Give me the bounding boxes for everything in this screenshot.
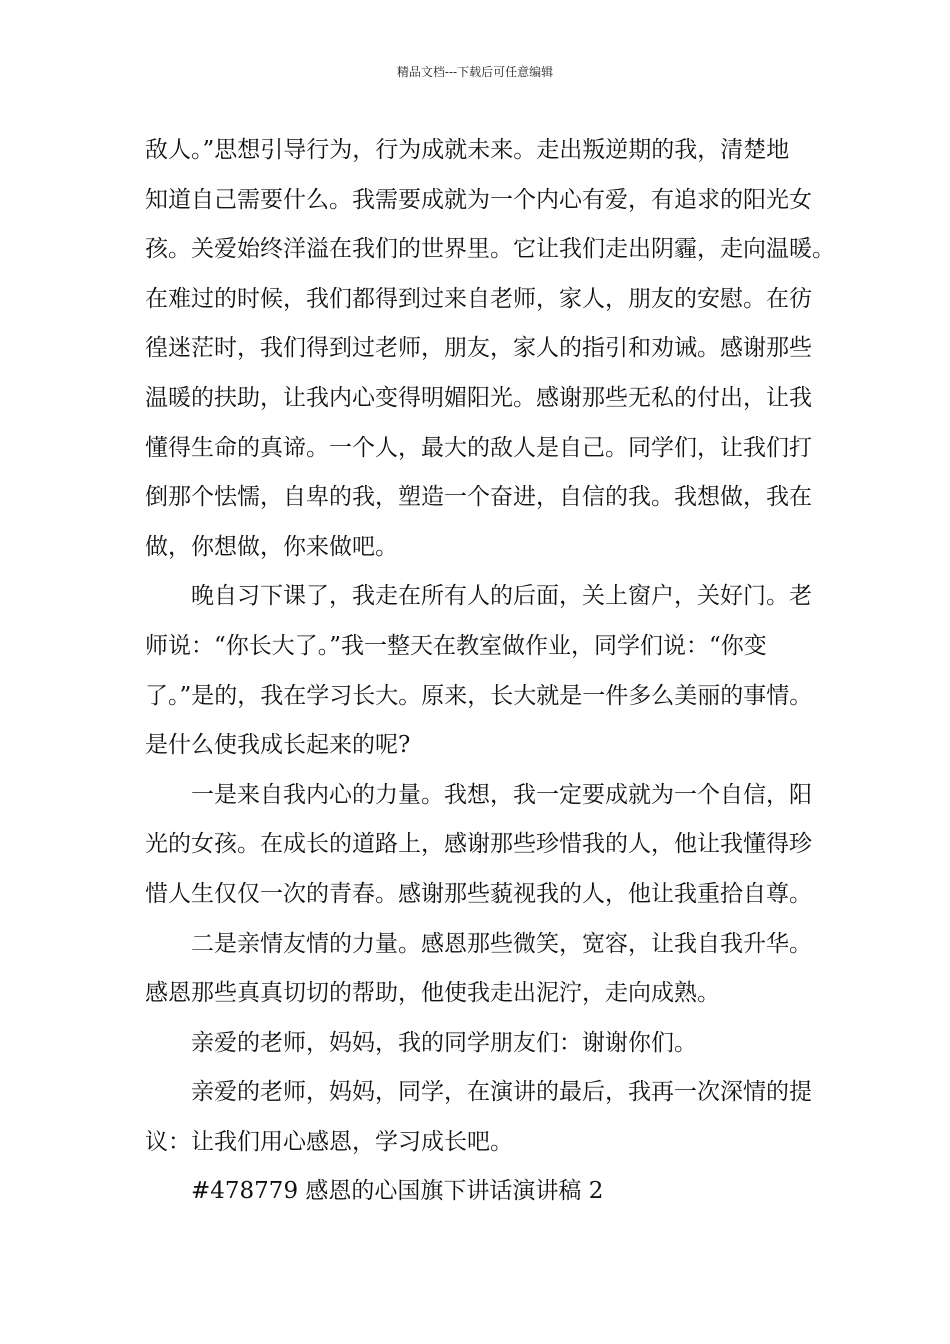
text-line: 是什么使我成长起来的呢?: [145, 732, 411, 759]
paragraph-start-line: 一是来自我内心的力量。我想，我一定要成就为一个自信，阳: [191, 781, 812, 808]
text-line: 师说：“你长大了。”我一整天在教室做作业，同学们说：“你变: [145, 632, 767, 659]
text-line: 了。”是的，我在学习长大。原来，长大就是一件多么美丽的事情。: [145, 682, 813, 709]
paragraph-start-line: 二是亲情友情的力量。感恩那些微笑，宽容，让我自我升华。: [191, 930, 812, 957]
text-line: 在难过的时候，我们都得到过来自老师，家人，朋友的安慰。在彷: [145, 285, 812, 312]
text-line: 感恩那些真真切切的帮助，他使我走出泥泞，走向成熟。: [145, 980, 720, 1007]
paragraph-start-line: 晚自习下课了，我走在所有人的后面，关上窗户，关好门。老: [191, 583, 812, 610]
text-line: 光的女孩。在成长的道路上，感谢那些珍惜我的人，他让我懂得珍: [145, 831, 812, 858]
text-line: 徨迷茫时，我们得到过老师，朋友，家人的指引和劝诫。感谢那些: [145, 335, 812, 362]
text-line: 孩。关爱始终洋溢在我们的世界里。它让我们走出阴霾，走向温暖。: [145, 236, 835, 263]
paragraph-start-line: 亲爱的老师，妈妈，同学，在演讲的最后，我再一次深情的提: [191, 1079, 812, 1106]
text-line: 惜人生仅仅一次的青春。感谢那些藐视我的人，他让我重拾自尊。: [145, 880, 812, 907]
document-body: [145, 126, 835, 1217]
section-title: #478779 感恩的心国旗下讲话演讲稿 2: [191, 1178, 604, 1205]
text-line: 做，你想做，你来做吧。: [145, 533, 398, 560]
text-line: 敌人。”思想引导行为，行为成就未来。走出叛逆期的我，清楚地: [145, 137, 790, 163]
text-line: 议：让我们用心感恩，学习成长吧。: [145, 1128, 513, 1155]
page-header: 精品文档---下载后可任意编辑: [396, 65, 554, 79]
paragraph-start-line: 亲爱的老师，妈妈，我的同学朋友们：谢谢你们。: [191, 1029, 697, 1056]
text-line: 倒那个怯懦，自卑的我，塑造一个奋进，自信的我。我想做，我在: [145, 484, 812, 511]
text-line: 知道自己需要什么。我需要成就为一个内心有爱，有追求的阳光女: [145, 186, 812, 213]
text-line: 温暖的扶助，让我内心变得明媚阳光。感谢那些无私的付出，让我: [145, 384, 812, 411]
text-line: 懂得生命的真谛。一个人，最大的敌人是自己。同学们，让我们打: [145, 434, 812, 461]
